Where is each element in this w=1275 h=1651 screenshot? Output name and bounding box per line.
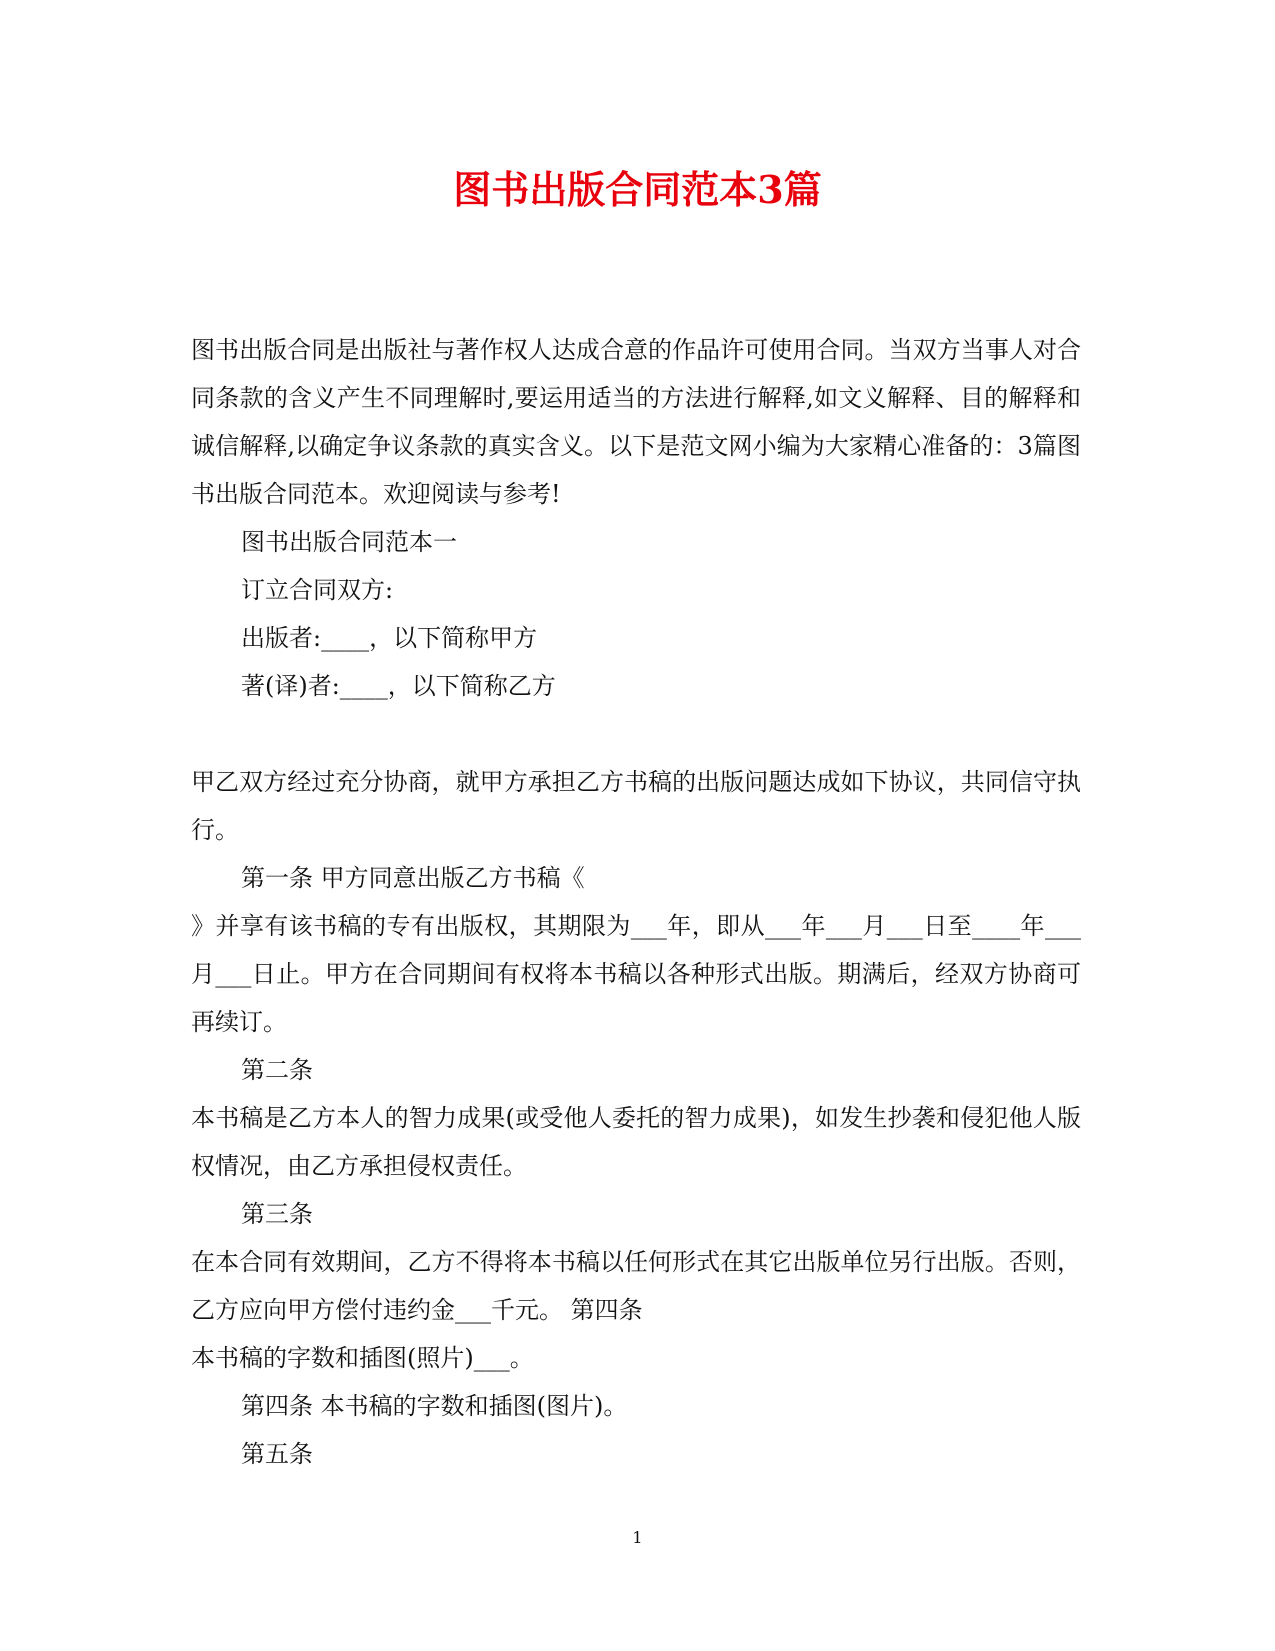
publisher-line: 出版者:____，以下简称甲方 (241, 624, 538, 652)
article4-repeat: 第四条 本书稿的字数和插图(图片)。 (241, 1392, 628, 1420)
document-body (191, 326, 1081, 1478)
article4-text: 本书稿的字数和插图(照片)___。 (191, 1344, 534, 1372)
paragraph-spacer (191, 710, 1081, 758)
page-number: 1 (632, 1528, 643, 1547)
intro-paragraph: 图书出版合同是出版社与著作权人达成合意的作品许可使用合同。当双方当事人对合同条款的含义产生不同理解时,要运用适当的方法进行解释,如文义解释、目的解释和诚信解释,以确定争议条款的真实含义。以下是范文网小编为大家精心准备的：3篇图书出版合同范本。欢迎阅读与参考! (191, 336, 1081, 508)
agreement-paragraph: 甲乙双方经过充分协商，就甲方承担乙方书稿的出版问题达成如下协议，共同信守执行。 (191, 768, 1081, 844)
parties-label: 订立合同双方: (241, 576, 394, 604)
article3-heading: 第三条 (241, 1200, 313, 1228)
article2-heading: 第二条 (241, 1056, 313, 1084)
article1-heading: 第一条 甲方同意出版乙方书稿《 (241, 864, 585, 892)
article3-text: 在本合同有效期间，乙方不得将本书稿以任何形式在其它出版单位另行出版。否则，乙方应向甲方偿付违约金___千元。 第四条 (191, 1248, 1081, 1324)
author-line: 著(译)者:____，以下简称乙方 (241, 672, 556, 700)
article1-text: 》并享有该书稿的专有出版权，其期限为___年，即从___年___月___日至____年___月___日止。甲方在合同期间有权将本书稿以各种形式出版。期满后，经双方协商可再续订。 (191, 912, 1081, 1036)
article2-text: 本书稿是乙方本人的智力成果(或受他人委托的智力成果)，如发生抄袭和侵犯他人版权情况，由乙方承担侵权责任。 (191, 1104, 1081, 1180)
section-heading: 图书出版合同范本一 (241, 528, 457, 556)
document-title: 图书出版合同范本3篇 (453, 167, 822, 212)
article5-heading: 第五条 (241, 1440, 313, 1468)
